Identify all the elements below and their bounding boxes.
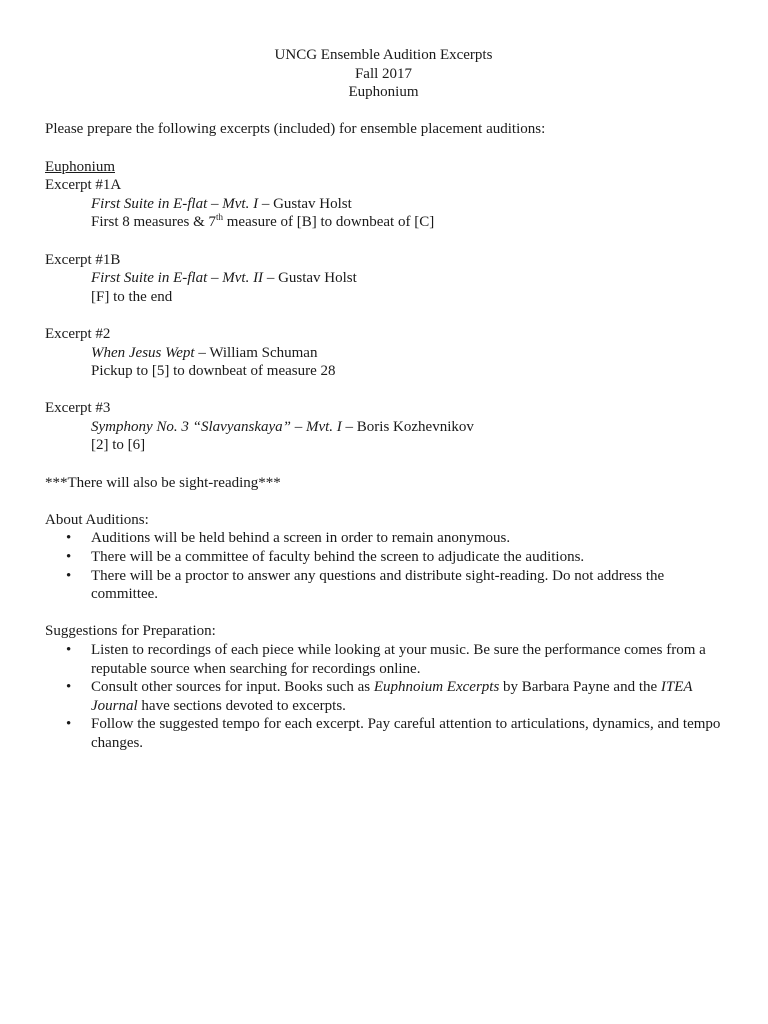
- header-title: UNCG Ensemble Audition Excerpts: [274, 47, 493, 63]
- excerpt-composer: – Boris Kozhevnikov: [341, 418, 474, 435]
- suggestion-text: have sections devoted to excerpts.: [137, 697, 346, 714]
- suggestions-section: [45, 622, 728, 752]
- excerpt-detail: [F] to the end: [91, 288, 173, 305]
- excerpt-detail: [45, 213, 728, 232]
- excerpt-composer: – Gustav Holst: [258, 195, 352, 212]
- excerpt-label: Excerpt #1A: [45, 177, 122, 194]
- list-item: • Listen to recordings of each piece while looking at your music. Be sure the performance comes from a reputable source when searching for recordings online.: [45, 641, 728, 678]
- list-item: • There will be a proctor to answer any questions and distribute sight-reading. Do not address the committee.: [45, 567, 728, 604]
- suggestions-list: [45, 641, 728, 753]
- list-item: • Auditions will be held behind a screen in order to remain anonymous.: [45, 529, 728, 548]
- excerpt-composer: – William Schuman: [194, 344, 318, 361]
- excerpt-work: First Suite in E-flat – Mvt. II: [91, 270, 264, 287]
- about-auditions: [45, 511, 728, 604]
- excerpt-work-line: [45, 418, 728, 437]
- excerpt-work-line: [45, 269, 728, 288]
- excerpt-composer: – Gustav Holst: [263, 270, 357, 287]
- suggestion-text: Consult other sources for input. Books such as: [91, 679, 374, 696]
- suggestion-text: by Barbara Payne and the: [499, 679, 661, 696]
- excerpt-work: When Jesus Wept: [91, 344, 195, 361]
- intro-text: Please prepare the following excerpts (included) for ensemble placement auditions:: [45, 121, 546, 138]
- document-header: [45, 46, 722, 102]
- about-list: [45, 529, 728, 603]
- excerpt-label: Excerpt #3: [45, 400, 111, 417]
- excerpt-work-line: [45, 344, 728, 363]
- list-item: • There will be a committee of faculty behind the screen to adjudicate the auditions.: [45, 548, 728, 567]
- excerpt-work: First Suite in E-flat – Mvt. I: [91, 195, 259, 212]
- header-instrument: Euphonium: [348, 84, 419, 101]
- excerpt-work-line: [45, 195, 728, 214]
- excerpt-1a: [45, 176, 728, 232]
- excerpt-detail: Pickup to [5] to downbeat of measure 28: [91, 363, 336, 380]
- excerpt-detail-post: measure of [B] to downbeat of [C]: [223, 214, 435, 231]
- excerpt-2: [45, 325, 728, 381]
- excerpt-detail: [2] to [6]: [91, 437, 146, 454]
- book-title: Euphnoium Excerpts: [373, 679, 500, 696]
- excerpt-detail-sup: th: [216, 212, 224, 223]
- journal-title: ITEA Journal: [91, 679, 693, 714]
- excerpt-1b: [45, 251, 728, 307]
- excerpt-3: [45, 399, 728, 455]
- excerpt-label: Excerpt #1B: [45, 251, 121, 268]
- excerpt-detail-pre: First 8 measures & 7: [91, 214, 216, 231]
- excerpt-label: Excerpt #2: [45, 325, 111, 342]
- list-item: • Follow the suggested tempo for each excerpt. Pay careful attention to articulations, dynamics, and tempo changes.: [45, 715, 728, 752]
- section-title: Euphonium: [45, 158, 115, 175]
- list-item: [45, 678, 728, 715]
- excerpt-work: Symphony No. 3 “Slavyanskaya” – Mvt. I: [91, 418, 342, 435]
- about-title: About Auditions:: [45, 511, 149, 528]
- suggestions-title: Suggestions for Preparation:: [45, 623, 216, 640]
- header-term: Fall 2017: [354, 65, 413, 82]
- sight-reading-note: ***There will also be sight-reading***: [45, 474, 281, 491]
